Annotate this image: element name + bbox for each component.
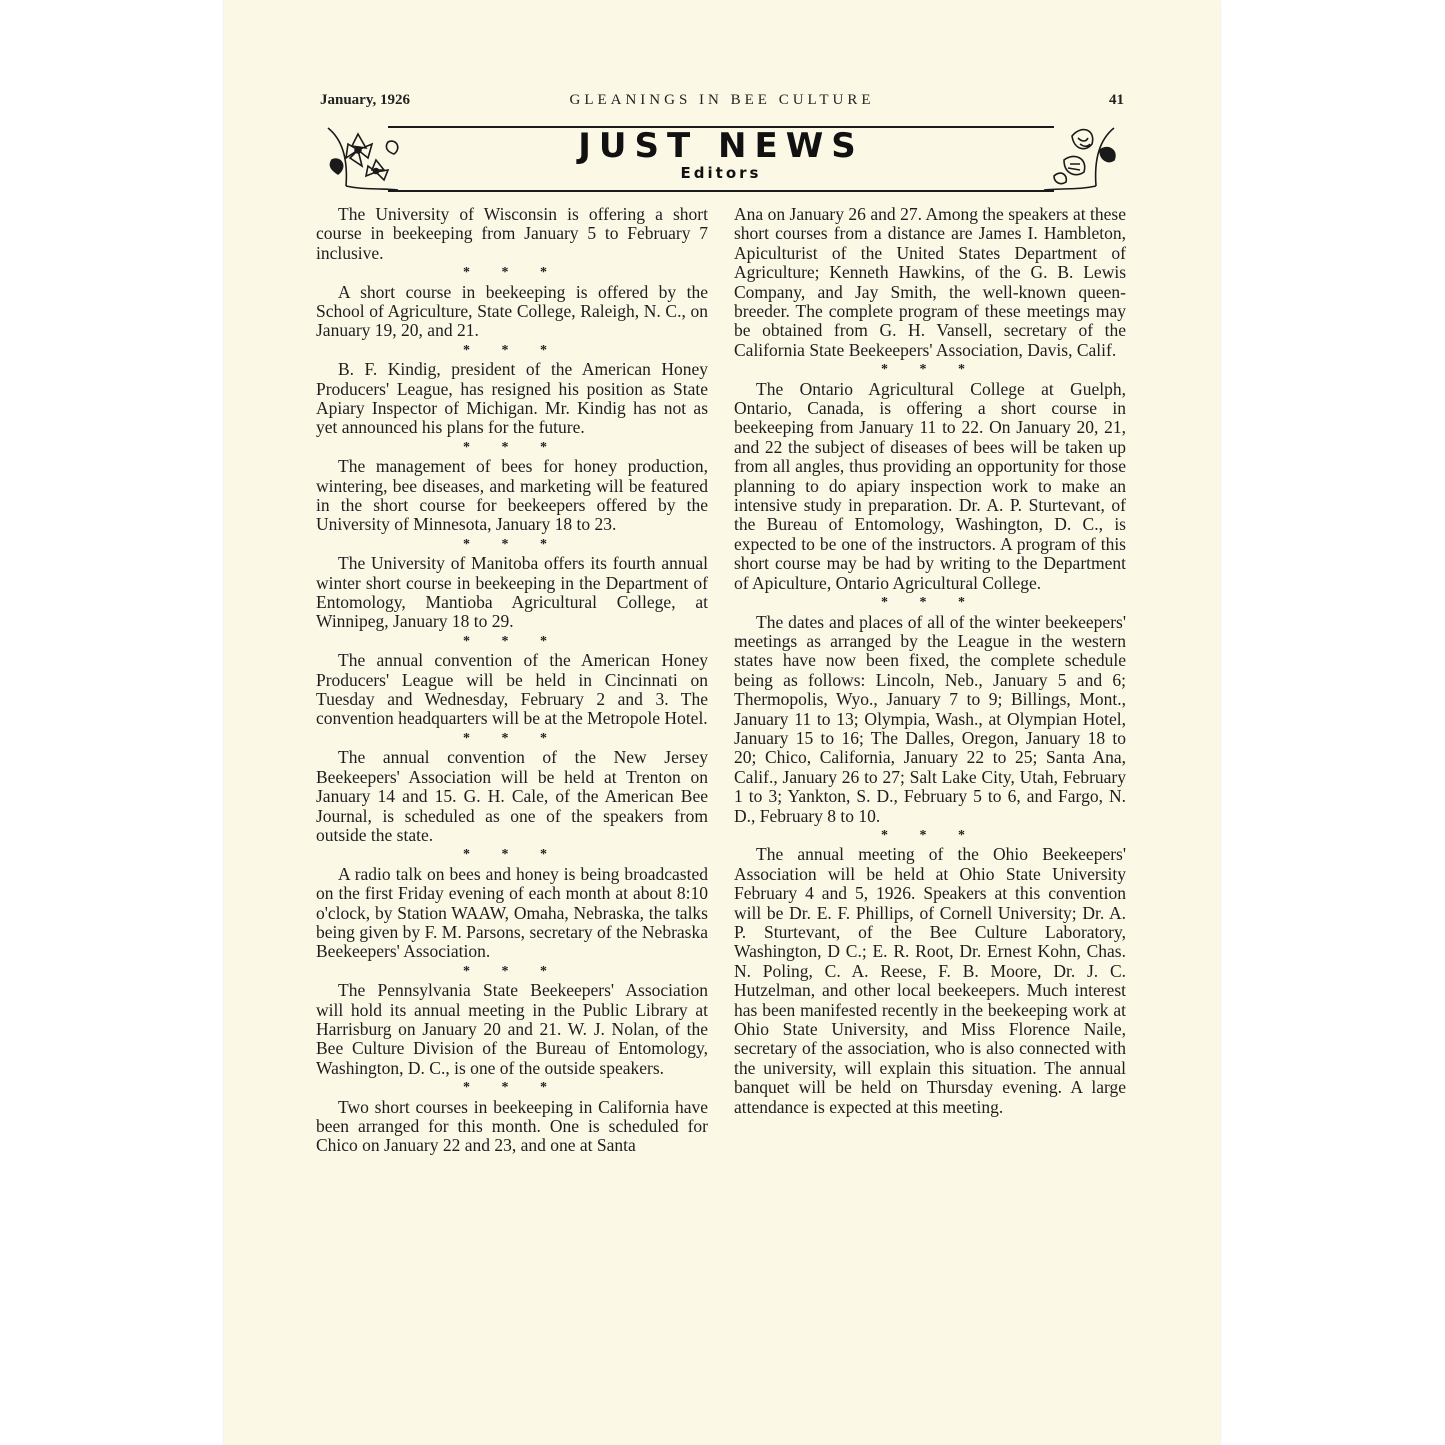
item-separator: * * * (463, 633, 561, 649)
item-separator: * * * (463, 536, 561, 552)
section-banner (318, 120, 1124, 194)
news-item: The University of Wisconsin is offering a short course in beekeeping from January 5 to February 7 inclusive. (316, 204, 708, 263)
item-separator: * * * (463, 342, 561, 358)
news-item: The annual convention of the American Honey Producers' League will be held in Cincinnati on Tuesday and Wednesday, February 2 and 3. The convention headquarters will be at the Metropole Hotel. (316, 650, 708, 729)
item-separator: * * * (881, 595, 979, 611)
news-item: Two short courses in beekeeping in California have been arranged for this month. One is scheduled for Chico on January 22 and 23, and one at Santa (316, 1096, 708, 1156)
news-item: A radio talk on bees and honey is being broadcasted on the first Friday evening of each month at about 8:10 o'clock, by Station WAAW, Omaha, Nebraska, the talks being given by F. M. Parsons, secretary of the Nebraska Beekeepers' Association. (316, 863, 708, 962)
item-separator: * * * (463, 730, 561, 746)
news-item: The Ontario Agricultural College at Guelph, Ontario, Canada, is offering a short course in beekeeping from January 11 to 22. On January 20, 21, and 22 the subject of diseases of bees will be taken up from all angles, thus providing an opportunity for those planning to do apiary inspection work to make an intensive study in preparation. Dr. A. P. Sturtevant, of the Bureau of Entomology, Washington, D. C., is expected to be one of the instructors. A program of this short course may be had by writing to the Department of Apiculture, Ontario Agricultural College. (734, 378, 1126, 593)
news-item: The University of Manitoba offers its fourth annual winter short course in beekeeping in the Department of Entomology, Mantioba Agricultural College, at Winnipeg, January 18 to 29. (316, 553, 708, 632)
item-separator: * * * (463, 963, 561, 979)
section-subtitle: Editors (680, 164, 762, 182)
news-item: The management of bees for honey production, wintering, bee diseases, and marketing will be featured in the short course for beekeepers offered by the University of Minnesota, January 18 to 23. (316, 456, 708, 535)
magazine-page (224, 0, 1220, 1445)
item-separator: * * * (881, 827, 979, 843)
issue-date: January, 1926 (320, 92, 411, 108)
news-item-continued: Ana on January 26 and 27. Among the speakers at these short courses from a distance are James I. Hambleton, Apiculturist of the United States Department of Agriculture; Kenneth Hawkins, of the G. B. Lewis Company, and Jay Smith, the well-known queen-breeder. The complete program of these meetings may be obtained from G. H. Vansell, secretary of the California State Beekeepers' Association, Davis, Calif. (734, 204, 1126, 360)
item-separator: * * * (463, 847, 561, 863)
journal-title: GLEANINGS IN BEE CULTURE (569, 92, 875, 108)
news-item: The annual meeting of the Ohio Beekeepers' Association will be held at Ohio State University February 4 and 5, 1926. Speakers at this convention will be Dr. E. F. Phillips, of Cornell University; Dr. A. P. Sturtevant, of the Bee Culture Laboratory, Washington, D C.; E. R. Root, Dr. Ernest Kohn, Chas. N. Poling, C. A. Reese, F. B. Moore, Dr. J. C. Hutzelman, and other local beekeepers. Much interest has been manifested recently in the beekeeping work at Ohio State University, and Miss Florence Naile, secretary of the association, who is also connected with the university, will explain this situation. The annual banquet will be held on Thursday evening. A large attendance is expected at this meeting. (734, 844, 1126, 1117)
page-number: 41 (1109, 92, 1124, 108)
running-head (320, 92, 1124, 112)
item-separator: * * * (463, 439, 561, 455)
news-item: The dates and places of all of the winter beekeepers' meetings as arranged by the League in the western states have now been fixed, the complete schedule being as follows: Lincoln, Neb., January 5 and 6; Thermopolis, Wyo., January 7 to 9; Billings, Mont., January 11 to 13; Olympia, Wash., at Olympian Hotel, January 15 to 16; The Dalles, Oregon, January 18 to 20; Chico, California, January 22 to 25; Santa Ana, Calif., January 26 to 27; Salt Lake City, Utah, February 1 to 3; Yankton, S. D., February 5 to 6, and Fargo, N. D., February 8 to 10. (734, 611, 1126, 826)
section-title: JUST NEWS (578, 126, 864, 166)
left-column (316, 205, 708, 1156)
item-separator: * * * (463, 1080, 561, 1096)
right-column (734, 205, 1126, 1117)
news-item: A short course in beekeeping is offered by the School of Agriculture, State College, Raleigh, N. C., on January 19, 20, and 21. (316, 281, 708, 341)
item-separator: * * * (881, 362, 979, 378)
flower-ornament-right-icon (1034, 120, 1124, 194)
news-item: The Pennsylvania State Beekeepers' Association will hold its annual meeting in the Public Library at Harrisburg on January 20 and 21. W. J. Nolan, of the Bee Culture Division of the Bureau of Entomology, Washington, D. C., is one of the outside speakers. (316, 980, 708, 1078)
news-item: B. F. Kindig, president of the American Honey Producers' League, has resigned his position as State Apiary Inspector of Michigan. Mr. Kindig has not as yet announced his plans for the future. (316, 359, 708, 438)
news-item: The annual convention of the New Jersey Beekeepers' Association will be held at Trenton on January 14 and 15. G. H. Cale, of the American Bee Journal, is scheduled as one of the speakers from outside the state. (316, 747, 708, 845)
item-separator: * * * (463, 265, 561, 281)
